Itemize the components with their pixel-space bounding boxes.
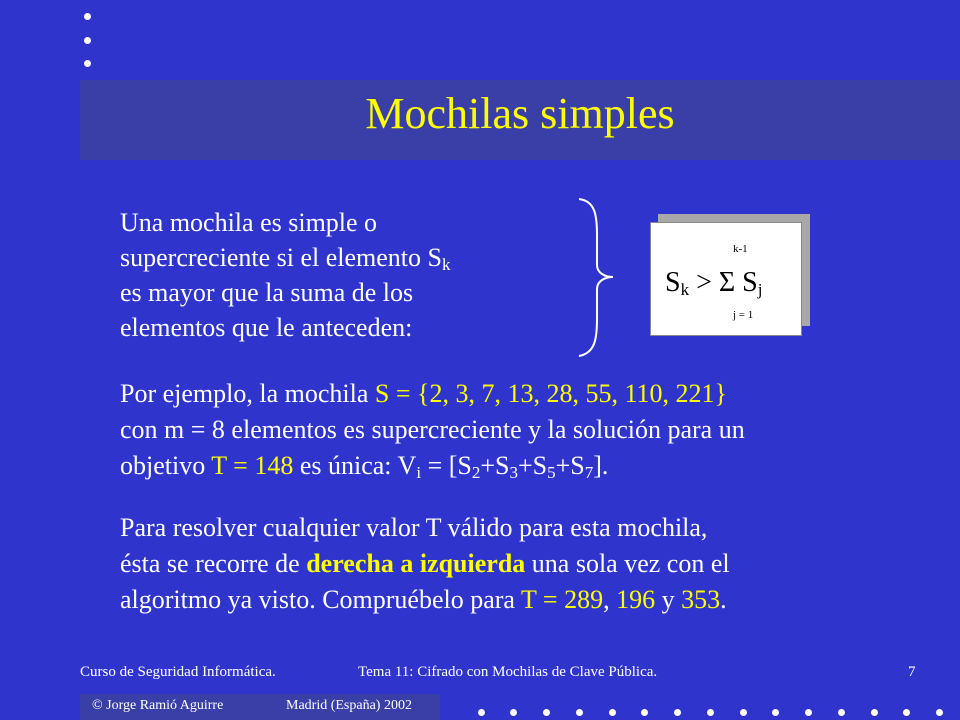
decor-dot [576, 709, 583, 716]
decor-dot [641, 709, 648, 716]
decor-dot [871, 709, 878, 716]
paragraph-line: Para resolver cualquier valor T válido para esta mochila, [120, 513, 708, 542]
decor-dot [543, 709, 550, 716]
title-band [80, 80, 960, 160]
target-value: T = 289 [521, 585, 604, 614]
decor-dot [674, 709, 681, 716]
footer-bar [80, 694, 440, 720]
knapsack-set: S = {2, 3, 7, 13, 28, 55, 110, 221} [374, 379, 728, 408]
paragraph-line: algoritmo ya visto. Compruébelo para T = 289, 196 y 353. [120, 585, 727, 614]
paragraph-line: con m = 8 elementos es supercreciente y la solución para un [120, 415, 745, 444]
decor-dot [805, 709, 812, 716]
intro-text [120, 205, 560, 345]
method-paragraph [120, 510, 910, 618]
formula-upper-limit: k-1 [733, 243, 748, 255]
intro-line: es mayor que la suma de los [120, 278, 414, 307]
page-number: 7 [908, 664, 916, 680]
footer-topic: Tema 11: Cifrado con Mochilas de Clave Pública. [358, 664, 658, 680]
formula-lower-limit: j = 1 [733, 309, 754, 321]
intro-line: supercreciente si el elemento $S_k$ [120, 243, 451, 274]
paragraph-line: ésta se recorre de derecha a izquierda una sola vez con el [120, 549, 730, 578]
decor-dot [838, 709, 845, 716]
decor-dot [84, 60, 91, 67]
target-value: 353 [681, 585, 721, 614]
formula-expression: $S_k > \Sigma$ $S_j$ [665, 267, 763, 299]
intro-line: elementos que le anteceden: [120, 313, 413, 342]
slide-title: Mochilas simples [365, 89, 675, 138]
footer-course: Curso de Seguridad Informática. [80, 664, 276, 680]
decor-dot [772, 709, 779, 716]
decor-dot [84, 13, 91, 20]
decor-dot [510, 709, 517, 716]
target-value: T = 148 [211, 451, 294, 480]
decor-dot [84, 37, 91, 44]
footer-author: © Jorge Ramió Aguirre [92, 698, 224, 713]
intro-line: Una mochila es simple o [120, 208, 378, 237]
target-value: 196 [616, 585, 656, 614]
decor-dot [740, 709, 747, 716]
direction-highlight: derecha a izquierda [306, 549, 526, 578]
decor-dot [936, 709, 943, 716]
paragraph-line: Por ejemplo, la mochila S = {2, 3, 7, 13, 28, 55, 110, 221} [120, 379, 728, 408]
decor-dot [609, 709, 616, 716]
example-paragraph [120, 376, 910, 484]
footer-place: Madrid (España) 2002 [286, 698, 412, 713]
decor-dot [903, 709, 910, 716]
formula-box [650, 222, 802, 336]
curly-brace-icon [575, 195, 615, 360]
paragraph-line: objetivo T = 148 es única: $V_i = [S_2+S_3+S_5+S_7]$. [120, 451, 609, 482]
decor-dot [707, 709, 714, 716]
decor-dot [478, 709, 485, 716]
